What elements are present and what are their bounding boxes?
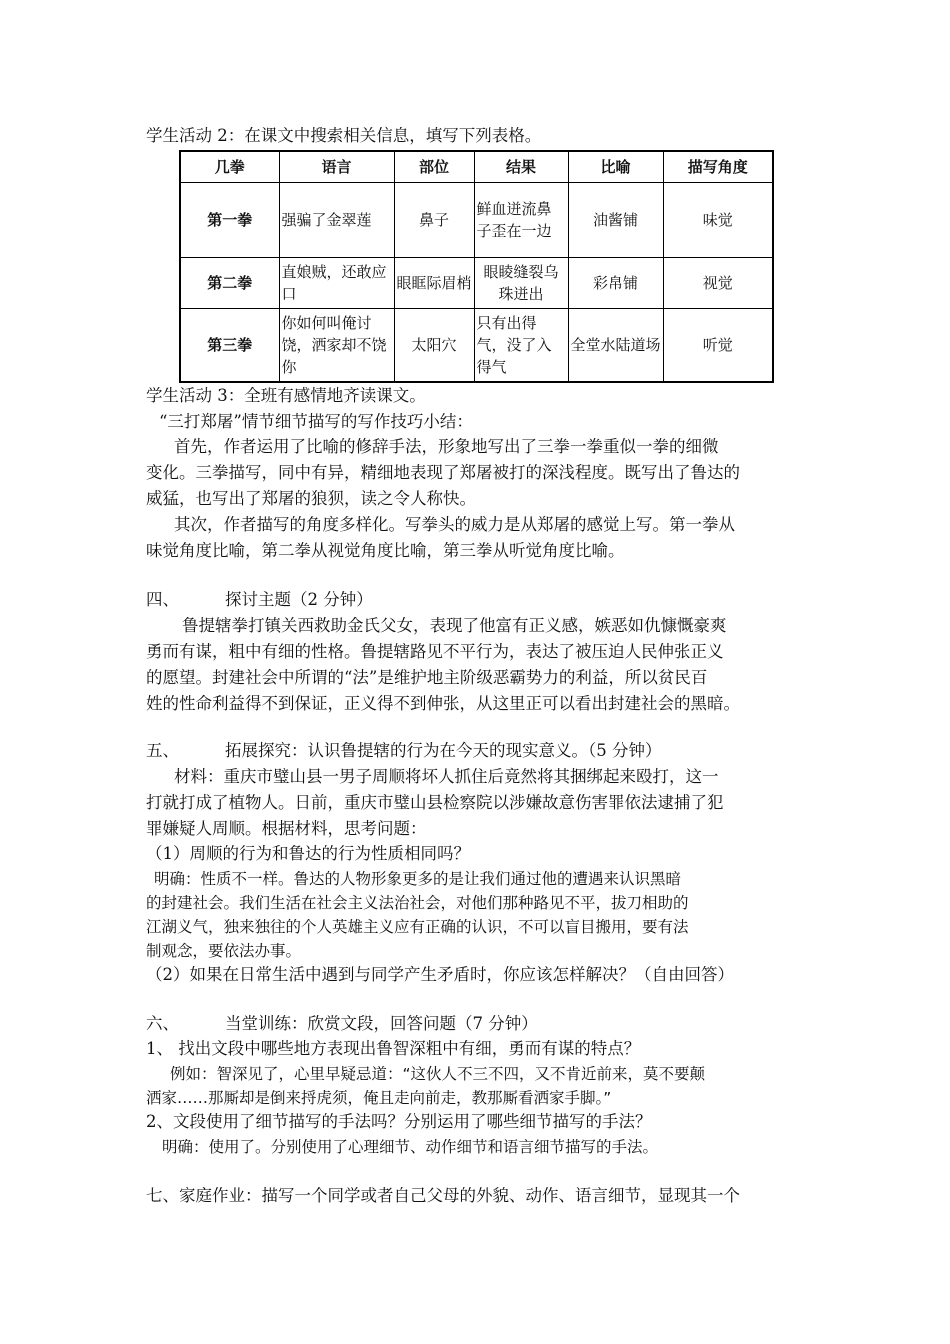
table-cell: 直娘贼，还敢应口 [279,258,394,309]
table-cell: 全堂水陆道场 [568,309,663,383]
table-cell: 油酱铺 [568,183,663,258]
answer-1-line: 制观念，要依法办事。 [146,942,302,960]
table-cell: 第三拳 [180,309,279,383]
table-cell: 强骗了金翠莲 [279,183,394,258]
summary-paragraph-line: 其次，作者描写的角度多样化。写拳头的威力是从郑屠的感觉上写。第一拳从 [174,515,735,534]
summary-title: “三打郑屠”情节细节描写的写作技巧小结： [159,412,473,431]
answer-1-line: 明确：性质不一样。鲁达的人物形象更多的是让我们通过他的遭遇来认识黑暗 [154,870,682,888]
section-6-heading [146,1012,826,1036]
table-row [180,309,773,383]
section-title: 当堂训练：欣赏文段，回答问题（7 分钟） [225,1014,538,1033]
header-punch: 几拳 [180,151,279,183]
section-title: 拓展探究：认识鲁提辖的行为在今天的现实意义。（5 分钟） [225,741,662,760]
theme-paragraph-line: 姓的性命利益得不到保证，正义得不到伸张，从这里正可以看出封建社会的黑暗。 [146,694,740,713]
table-header-row [180,151,773,183]
section-5-heading [146,739,826,763]
table-cell: 你如何叫俺讨饶，洒家却不饶你 [279,309,394,383]
example-line: 洒家……那厮却是倒来捋虎须，俺且走向前走，教那厮看洒家手脚。” [146,1089,612,1107]
section-number: 五、 [146,741,179,760]
section-number: 六、 [146,1014,179,1033]
table-cell: 第二拳 [180,258,279,309]
summary-paragraph-line: 威猛，也写出了郑屠的狼狈，读之令人称快。 [146,489,476,508]
exercise-question-2: 2、文段使用了细节描写的手法吗？分别运用了哪些细节描写的手法？ [146,1112,652,1131]
table-cell: 彩帛铺 [568,258,663,309]
exercise-question-1: 1、 找出文段中哪些地方表现出鲁智深粗中有细，勇而有谋的特点？ [146,1039,641,1058]
section-title: 探讨主题（2 分钟） [225,590,373,609]
activity-3-heading: 学生活动 3：全班有感情地齐读课文。 [146,386,426,405]
example-line: 例如：智深见了，心里早疑忌道：“这伙人不三不四，又不肯近前来，莫不要颠 [170,1065,706,1083]
summary-paragraph-line: 味觉角度比喻，第二拳从视觉角度比喻，第三拳从听觉角度比喻。 [146,541,625,560]
table-cell: 眼睖缝裂乌珠迸出 [474,258,568,309]
header-location: 部位 [394,151,474,183]
table-cell: 鼻子 [394,183,474,258]
table-row [180,258,773,309]
theme-paragraph-line: 鲁提辖拳打镇关西救助金氏父女，表现了他富有正义感，嫉恶如仇慷慨豪爽 [182,616,727,635]
material-line: 材料：重庆市璧山县一男子周顺将坏人抓住后竟然将其捆绑起来殴打，这一 [174,767,719,786]
table-cell: 味觉 [663,183,773,258]
header-angle: 描写角度 [663,151,773,183]
answer-1-line: 江湖义气，独来独往的个人英雄主义应有正确的认识，不可以盲目搬用，要有法 [146,918,689,936]
section-7-homework: 七、家庭作业：描写一个同学或者自己父母的外貌、动作、语言细节，显现其一个 [146,1186,740,1205]
table-cell: 视觉 [663,258,773,309]
answer-1-line: 的封建社会。我们生活在社会主义法治社会，对他们那种路见不平，拔刀相助的 [146,894,689,912]
table-cell: 第一拳 [180,183,279,258]
theme-paragraph-line: 勇而有谋，粗中有细的性格。鲁提辖路见不平行为，表达了被压迫人民伸张正义 [146,642,724,661]
table-cell: 太阳穴 [394,309,474,383]
summary-paragraph-line: 首先，作者运用了比喻的修辞手法，形象地写出了三拳一拳重似一拳的细微 [174,437,719,456]
table-cell: 鲜血迸流鼻子歪在一边 [474,183,568,258]
summary-paragraph-line: 变化。三拳描写，同中有异，精细地表现了郑屠被打的深浅程度。既写出了鲁达的 [146,463,740,482]
table-cell: 听觉 [663,309,773,383]
exercise-answer-2: 明确：使用了。分别使用了心理细节、动作细节和语言细节描写的手法。 [162,1138,659,1156]
question-2: （2）如果在日常生活中遇到与同学产生矛盾时，你应该怎样解决？（自由回答） [146,965,734,984]
theme-paragraph-line: 的愿望。封建社会中所谓的“法”是维护地主阶级恶霸势力的利益，所以贫民百 [146,668,708,687]
question-1: （1）周顺的行为和鲁达的行为性质相同吗？ [146,844,470,863]
header-metaphor: 比喻 [568,151,663,183]
header-speech: 语言 [279,151,394,183]
activity-2-heading: 学生活动 2：在课文中搜索相关信息，填写下列表格。 [146,126,542,145]
section-4-heading [146,588,826,612]
table-cell: 只有出得气，没了入得气 [474,309,568,383]
table-cell: 眼眶际眉梢 [394,258,474,309]
material-line: 打就打成了植物人。日前，重庆市璧山县检察院以涉嫌故意伤害罪依法逮捕了犯 [146,793,724,812]
table-row [180,183,773,258]
header-result: 结果 [474,151,568,183]
material-line: 罪嫌疑人周顺。根据材料，思考问题： [146,819,427,838]
punch-analysis-table [179,150,774,383]
section-number: 四、 [146,590,179,609]
